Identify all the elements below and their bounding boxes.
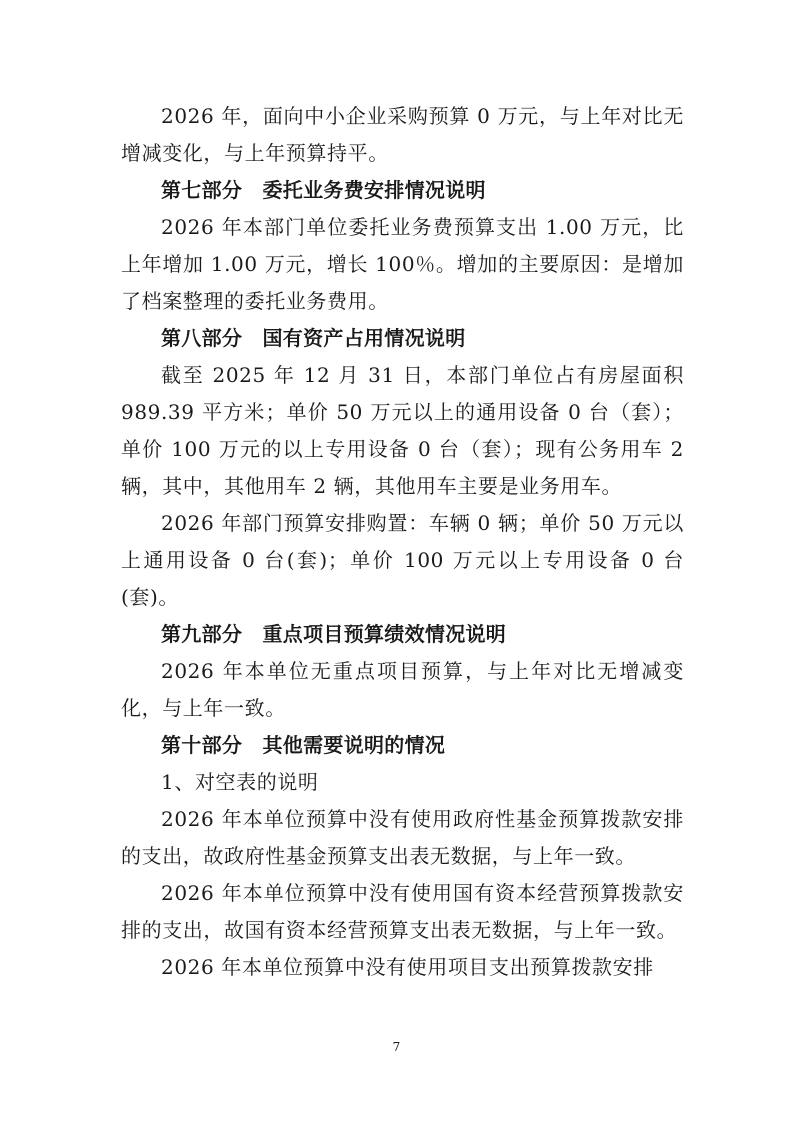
section-heading-part-10: 第十部分 其他需要说明的情况 (161, 733, 446, 757)
paragraph-project-expenditure: 2026 年本单位预算中没有使用项目支出预算拨款安排 (161, 955, 654, 979)
paragraph-commission-fees: 2026 年本部门单位委托业务费预算支出 1.00 万元，比上年增加 1.00 万元，增长 100％。增加的主要原因：是增加了档案整理的委托业务费用。 (121, 215, 684, 313)
paragraph-asset-purchase: 2026 年部门预算安排购置：车辆 0 辆；单价 50 万元以上通用设备 0 台(套)；单价 100 万元以上专用设备 0 台(套)。 (121, 511, 684, 609)
paragraph-key-projects: 2026 年本单位无重点项目预算，与上年对比无增减变化，与上年一致。 (121, 659, 684, 720)
section-heading-part-9: 第九部分 重点项目预算绩效情况说明 (161, 622, 507, 646)
paragraph-state-capital: 2026 年本单位预算中没有使用国有资本经营预算拨款安排的支出，故国有资本经营预算支出表无数据，与上年一致。 (121, 881, 684, 942)
section-heading-part-8: 第八部分 国有资产占用情况说明 (161, 326, 466, 350)
paragraph-asset-occupation: 截至 2025 年 12 月 31 日，本部门单位占有房屋面积 989.39 平方米；单价 50 万元以上的通用设备 0 台（套）；单价 100 万元的以上专用设备 0 台（套）；现有公务用车 2 辆，其中，其他用车 2 辆，其他用车主要是业务用车。 (121, 363, 684, 498)
paragraph-empty-tables-title: 1、对空表的说明 (161, 770, 319, 794)
paragraph-sme-procurement: 2026 年，面向中小企业采购预算 0 万元，与上年对比无增减变化，与上年预算持平。 (121, 104, 684, 165)
paragraph-government-fund: 2026 年本单位预算中没有使用政府性基金预算拨款安排的支出，故政府性基金预算支出表无数据，与上年一致。 (121, 807, 684, 868)
section-heading-part-7: 第七部分 委托业务费安排情况说明 (161, 178, 486, 202)
document-body (121, 98, 684, 986)
page-number: 7 (392, 1040, 401, 1054)
